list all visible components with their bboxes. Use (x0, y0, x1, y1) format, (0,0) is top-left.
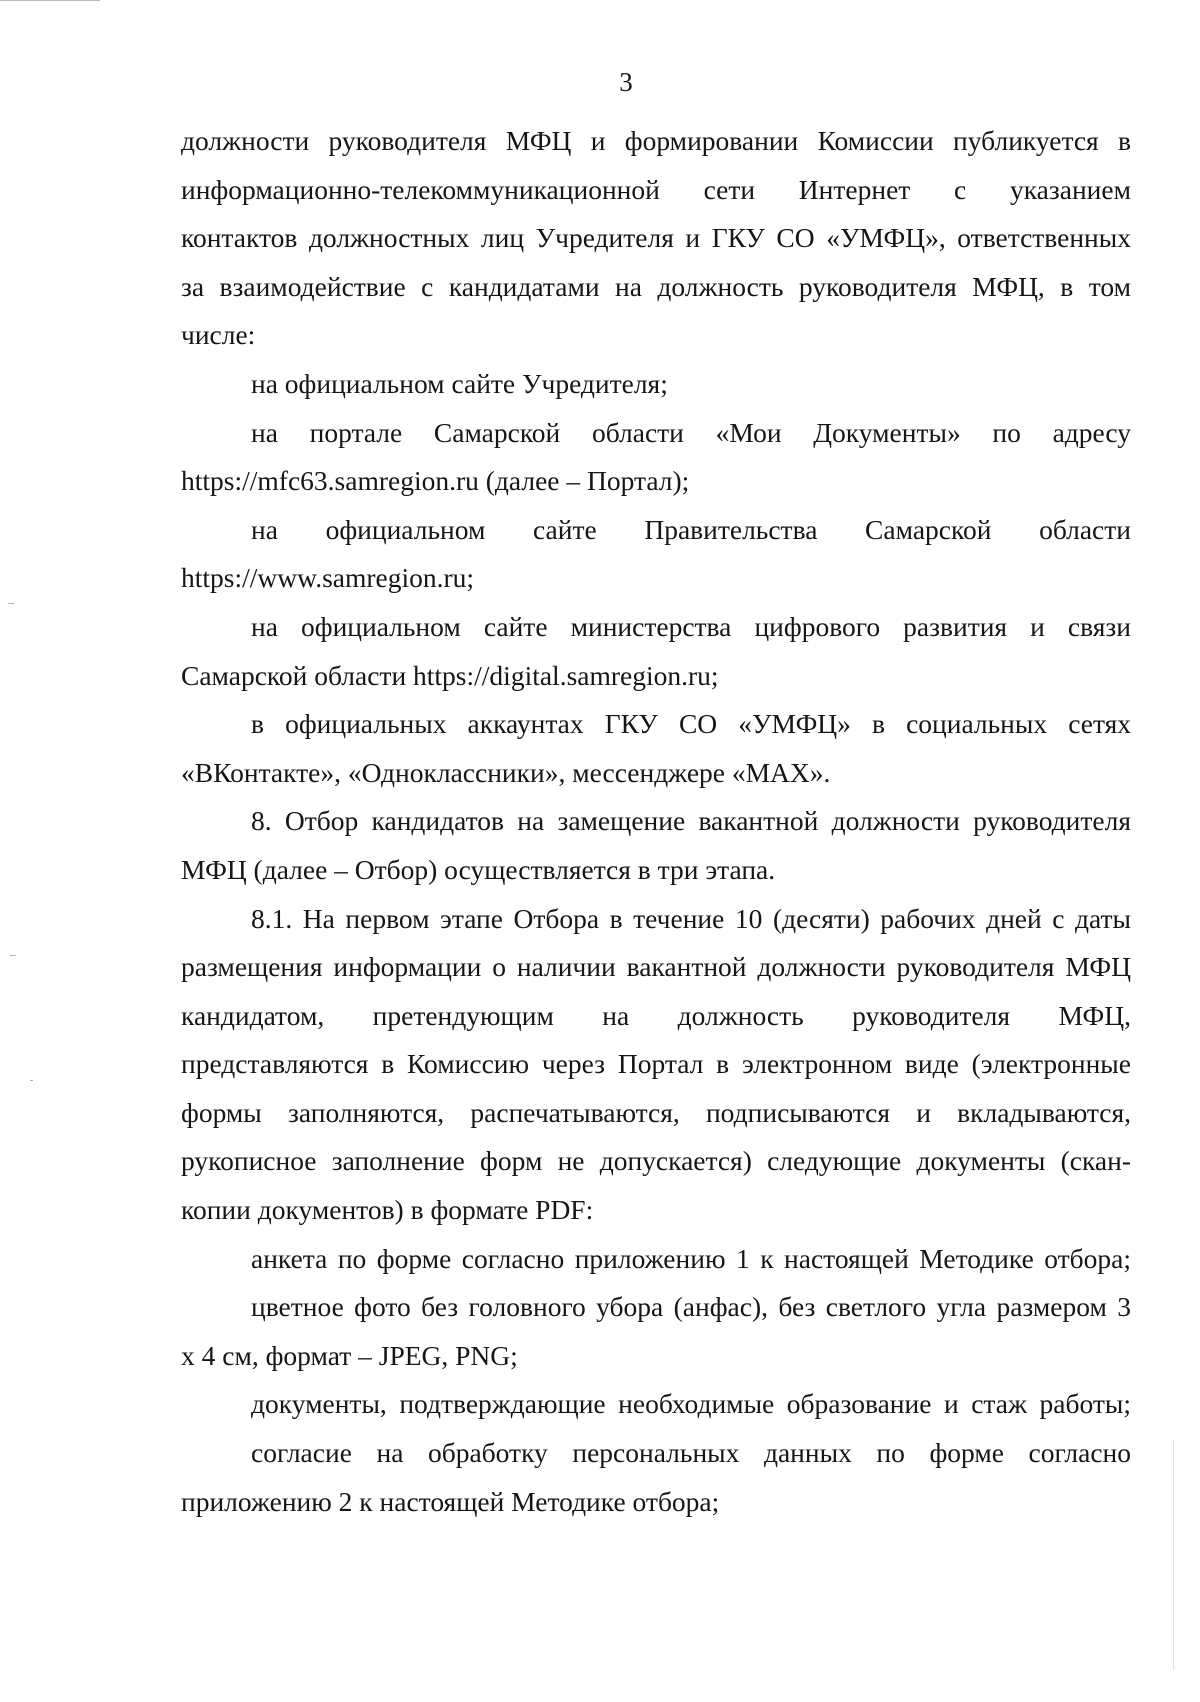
text-line: контактов должностных лиц Учредителя и ГКУ СО «УМФЦ», ответственных (181, 222, 1131, 254)
paragraph-consent (181, 1429, 1131, 1526)
scan-margin-mark (30, 1080, 33, 1081)
text-line: размещения информации о наличии вакантной должности руководителя МФЦ (181, 951, 1131, 983)
paragraph-publication (181, 117, 1131, 360)
page-number: 3 (619, 67, 633, 97)
scan-edge-mark (0, 0, 100, 5)
scan-margin-mark (10, 955, 16, 956)
text-line: https://www.samregion.ru; (181, 562, 475, 594)
paragraph-ministry-site (181, 603, 1131, 700)
text-line: представляются в Комиссию через Портал в электронном виде (электронные (181, 1048, 1131, 1080)
paragraph-education-docs (181, 1380, 1131, 1429)
text-line: копии документов) в формате PDF: (181, 1194, 594, 1226)
paragraph-questionnaire (181, 1235, 1131, 1284)
paragraph-government-site (181, 506, 1131, 603)
text-line: кандидатом, претендующим на должность руководителя МФЦ, (181, 999, 1131, 1031)
text-line: рукописное заполнение форм не допускается) следующие документы (скан- (181, 1145, 1131, 1177)
paragraph-8 (181, 797, 1131, 894)
scan-margin-mark (8, 603, 14, 604)
text-line: 8.1. На первом этапе Отбора в течение 10 (десяти) рабочих дней с даты (251, 902, 1131, 934)
text-line: 8. Отбор кандидатов на замещение вакантной должности руководителя (251, 805, 1131, 837)
text-line: «ВКонтакте», «Одноклассники», мессенджере «MAX». (181, 756, 831, 788)
text-line: в официальных аккаунтах ГКУ СО «УМФЦ» в социальных сетях (251, 708, 1131, 740)
text-line: на официальном сайте Правительства Самарской области (251, 513, 1131, 545)
text-line: информационно-телекоммуникационной сети Интернет с указанием (181, 173, 1131, 205)
text-line: числе: (181, 319, 256, 351)
paragraph-founder-site (181, 360, 1131, 409)
text-line: должности руководителя МФЦ и формировании Комиссии публикуется в (181, 125, 1131, 156)
text-line: документы, подтверждающие необходимые образование и стаж работы; (251, 1388, 1131, 1420)
paragraph-portal (181, 409, 1131, 506)
text-line: МФЦ (далее – Отбор) осуществляется в три этапа. (181, 853, 776, 885)
text-line: https://mfc63.samregion.ru (далее – Портал); (181, 465, 690, 497)
paragraph-8-1 (181, 895, 1131, 1235)
text-line: за взаимодействие с кандидатами на должность руководителя МФЦ, в том (181, 270, 1131, 302)
text-line: х 4 см, формат – JPEG, PNG; (181, 1339, 518, 1371)
text-line: цветное фото без головного убора (анфас), без светлого угла размером 3 (251, 1291, 1131, 1323)
text-line: на порталe Самарской области «Мои Документы» по адресу (251, 416, 1131, 448)
text-line: Самарской области https://digital.samregion.ru; (181, 659, 719, 691)
text-line: на официальном сайте министерства цифрового развития и связи (251, 610, 1131, 642)
text-line: согласие на обработку персональных данных по форме согласно (251, 1437, 1131, 1469)
paragraph-photo (181, 1283, 1131, 1380)
scan-right-edge (1173, 1440, 1174, 1670)
paragraph-social-networks (181, 700, 1131, 797)
text-line: анкета по форме согласно приложению 1 к настоящей Методике отбора; (251, 1242, 1131, 1274)
document-body (181, 117, 1131, 1526)
text-line: формы заполняются, распечатываются, подписываются и вкладываются, (181, 1096, 1131, 1128)
text-line: на официальном сайте Учредителя; (251, 367, 668, 399)
text-line: приложению 2 к настоящей Методике отбора; (181, 1485, 720, 1517)
